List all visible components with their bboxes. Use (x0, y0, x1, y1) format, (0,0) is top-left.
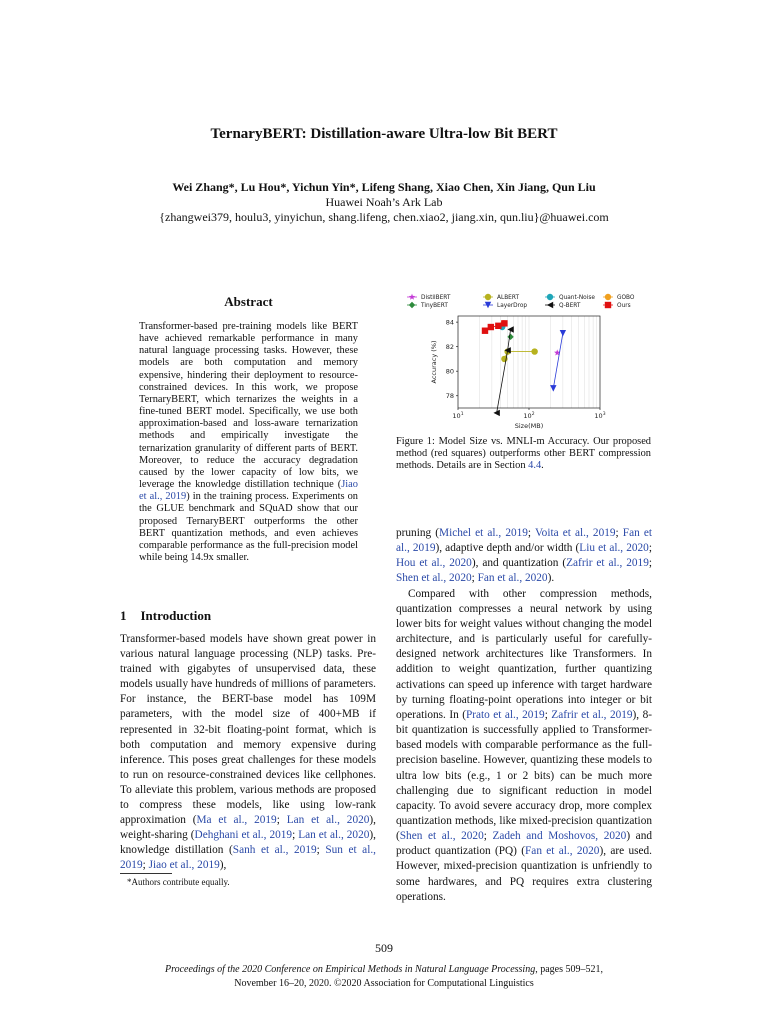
separator: ; (292, 829, 299, 842)
series-line (553, 333, 563, 388)
separator: ; (648, 542, 652, 555)
legend-label: ALBERT (497, 295, 519, 302)
data-point (550, 385, 556, 391)
abstract-body (139, 321, 358, 564)
x-tick-exponent: 3 (602, 412, 606, 417)
y-tick-label: 84 (445, 318, 454, 327)
citation-link[interactable]: Sanh et al., 2019 (232, 844, 317, 857)
affiliation: Huawei Noah’s Ark Lab (325, 195, 443, 209)
x-tick-label: $10^2$ (523, 412, 535, 420)
data-point (560, 330, 566, 336)
body-text: Transformer-based models have shown great power in various natural language processing (NLP) tasks. Pre-trained with gigabytes of unsupervised data, these models usually have hundreds of millions of parameters. For instance, the BERT-base model has 109M parameters, with the model size of 400+MB if represented in 32-bit floating-point format, which is both computation and memory expensive during inference. This poses great challenges for these models to run on resource-constrained devices like cellphones. To alleviate this problem, various methods are proposed to compress these models, like using low-rank approximation ( (120, 633, 377, 827)
email-list: {zhangwei379, houlu3, yinyichun, shang.lifeng, chen.xiao2, jiang.xin, qun.liu}@huawei.com (159, 210, 609, 224)
legend-label: Q-BERT (559, 303, 581, 310)
citation-link[interactable]: Prato et al., 2019 (465, 708, 545, 721)
legend-marker (605, 302, 611, 308)
citation-link[interactable]: Michel et al., 2019 (439, 527, 528, 539)
separator: ; (276, 814, 287, 827)
figure-1 (400, 288, 652, 448)
y-tick-label: 78 (445, 392, 454, 401)
separator: ; (527, 527, 535, 539)
legend-marker (605, 294, 611, 300)
citation-link[interactable]: Ma et al., 2019 (196, 814, 277, 827)
body-text: ), weight-sharing ( (120, 814, 376, 842)
data-point (488, 324, 494, 330)
body-text: pruning ( (396, 527, 440, 539)
intro-paragraph (120, 632, 376, 874)
section-title: Introduction (140, 608, 212, 623)
citation-link[interactable]: Dehghani et al., 2019 (194, 829, 293, 842)
body-text: ) and product quantization (PQ) ( (396, 830, 652, 858)
citation-link[interactable]: Lan et al., 2020 (298, 829, 370, 842)
legend-marker (547, 294, 553, 300)
section-number: 1 (120, 608, 127, 623)
y-axis-label: Accuracy (%) (430, 340, 438, 384)
y-tick-label: 80 (445, 367, 454, 376)
citation-link[interactable]: Zadeh and Moshovos, 2020 (492, 830, 627, 843)
footnote: *Authors contribute equally. (127, 877, 230, 887)
citation-link[interactable]: Voita et al., 2019 (534, 527, 616, 539)
x-axis-label: Size(MB) (514, 422, 544, 430)
legend-marker (409, 302, 415, 308)
section-heading (120, 608, 211, 624)
legend-label: Ours (617, 303, 631, 310)
citation-link[interactable]: Zafrir et al., 2019 (551, 708, 633, 721)
x-tick-label: $10^1$ (452, 412, 464, 420)
section-link[interactable]: 4.4 (528, 460, 542, 472)
page-footer (0, 963, 768, 991)
body-text: ), 8-bit quantization is successfully applied to Transformer-based models with comparable performance as the full-precision baseline. However, quantizing these models to ultra low bits (e.g., 1 or 2 bits) can be much more challenging due to significant reduction in model capacity. To avoid severe accuracy drop, more complex quantization methods, like mixed-precision quantization ( (396, 708, 652, 843)
x-tick-exponent: 2 (531, 412, 535, 417)
body-text: ), adaptive depth and/or width ( (435, 542, 580, 555)
copyright-line: November 16–20, 2020. ©2020 Association for Computational Linguistics (234, 978, 534, 989)
separator: ; (648, 557, 652, 570)
paper-title: TernaryBERT: Distillation-aware Ultra-low Bit BERT (210, 126, 558, 142)
body-text: Compared with other compression methods, quantization compresses a neural network by using lower bits for weight values without changing the model architecture, and is particularly useful for carefully-designed network architectures like Transformers. In addition to weight quantization, further quantizing activations can speed up inference with target hardware by turning floating-point operations into integer or bit operations. In ( (396, 587, 652, 721)
body-text: ), are used. However, mixed-precision quantization is unfriendly to some hardwares, and PQ requires extra clustering operations. (396, 845, 652, 903)
citation-link[interactable]: Jiao et al., 2019 (139, 479, 358, 503)
pages-text: , pages 509–521, (535, 964, 603, 975)
page-number: 509 (375, 941, 393, 955)
data-point (482, 328, 488, 334)
legend-marker (547, 302, 553, 308)
x-tick-exponent: 1 (460, 412, 464, 417)
separator: ; (316, 844, 326, 857)
figure-caption (396, 436, 651, 473)
body-text: ), and quantization ( (471, 557, 567, 570)
legend-label: Quant-Noise (559, 295, 595, 302)
separator: ; (471, 572, 478, 585)
citation-link[interactable]: Liu et al., 2020 (579, 542, 649, 555)
citation-link[interactable]: Zafrir et al., 2019 (566, 557, 649, 570)
x-tick-label: $10^3$ (594, 412, 606, 420)
citation-link[interactable]: Fan et al., 2020 (525, 845, 600, 858)
series-line (497, 329, 511, 412)
body-text: ), knowledge distillation ( (120, 829, 376, 857)
legend-label: LayerDrop (497, 303, 528, 310)
data-point (531, 348, 537, 354)
citation-link[interactable]: Hou et al., 2020 (396, 557, 472, 570)
abstract-text: Transformer-based pre-training models like BERT have achieved remarkable performance in many natural language processing tasks. However, these models are both computation and memory expensive, hindering their deployment to resource-constrained devices. In this work, we propose TernaryBERT, which ternarizes the weights in a fine-tuned BERT model. Specifically, we use both approximation-based and loss-aware ternarization methods and empirically investigate the ternarization granularity of different parts of BERT. Moreover, to reduce the accuracy degradation caused by the lower capacity of low bits, we leverage the knowledge distillation technique ( (139, 321, 358, 491)
citation-link[interactable]: Fan et al., 2019 (396, 527, 652, 555)
caption-text: Figure 1: Model Size vs. MNLI-m Accuracy. Our proposed method (red squares) outperforms other BERT compression methods. Details are in Section (396, 436, 651, 472)
separator: ; (483, 830, 493, 843)
citation-link[interactable]: Sun et al., 2019 (120, 844, 376, 872)
body-text: ). (547, 572, 555, 585)
separator: ; (544, 708, 552, 721)
y-tick-label: 82 (445, 343, 454, 352)
separator: ; (615, 527, 623, 539)
footnote-rule (120, 873, 172, 874)
data-point (495, 323, 501, 329)
body-text: ), (219, 859, 227, 872)
caption-text: . (541, 460, 544, 472)
citation-link[interactable]: Shen et al., 2020 (396, 572, 472, 585)
legend-marker (485, 294, 491, 300)
citation-link[interactable]: Jiao et al., 2019 (148, 859, 220, 872)
right-column-text (396, 526, 652, 905)
citation-link[interactable]: Fan et al., 2020 (477, 572, 548, 585)
author-list: Wei Zhang*, Lu Hou*, Yichun Yin*, Lifeng Shang, Xiao Chen, Xin Jiang, Qun Liu (172, 180, 596, 194)
citation-link[interactable]: Lan et al., 2020 (286, 814, 370, 827)
abstract-heading: Abstract (224, 294, 273, 309)
legend-label: TinyBERT (421, 303, 448, 310)
legend-label: DistilBERT (421, 295, 451, 302)
separator: ; (142, 859, 149, 872)
scatter-chart (400, 288, 652, 448)
legend-marker (409, 294, 415, 300)
legend-label: GOBO (617, 295, 635, 302)
citation-link[interactable]: Shen et al., 2020 (399, 830, 484, 843)
data-point (501, 320, 507, 326)
abstract-text: ) in the training process. Experiments on the GLUE benchmark and SQuAD show that our proposed TernaryBERT outperforms the other BERT quantization methods, and even achieves comparable performance as the full-precision model while being 14.9x smaller. (139, 491, 359, 563)
data-point (507, 334, 513, 340)
proceedings-title: Proceedings of the 2020 Conference on Empirical Methods in Natural Language Processing (164, 964, 536, 975)
